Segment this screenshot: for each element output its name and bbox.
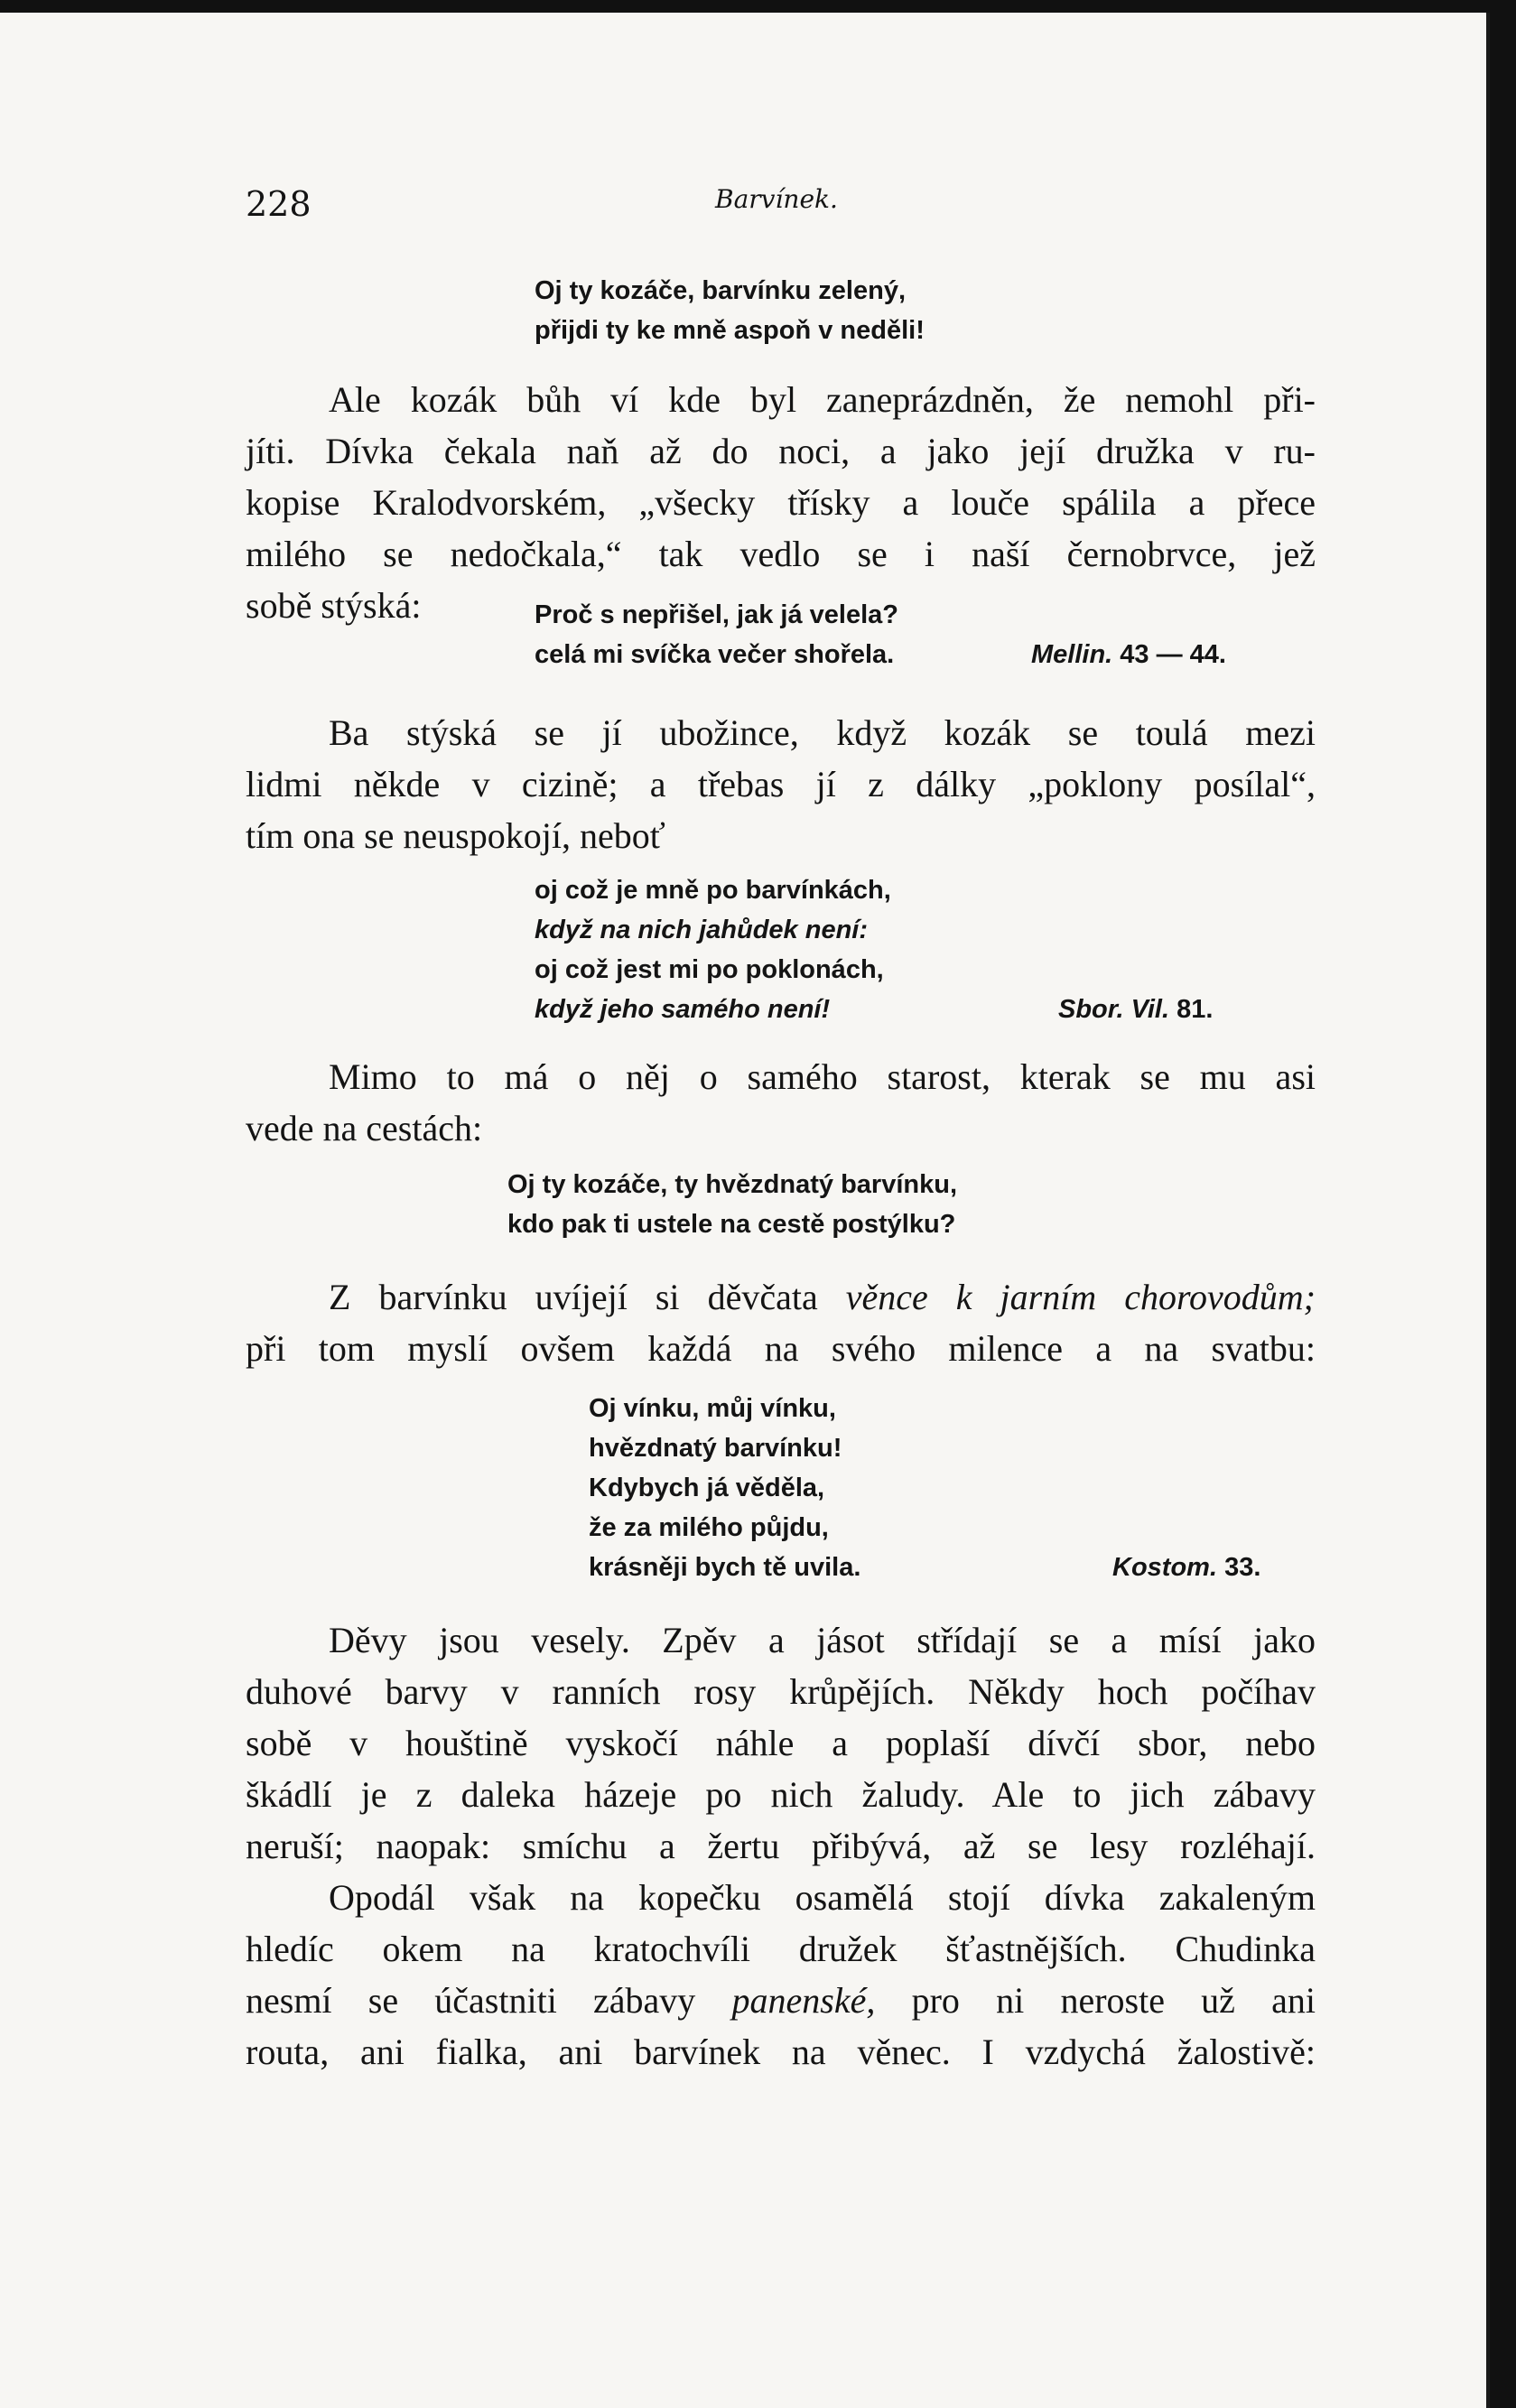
paragraph-line	[246, 1975, 1316, 2026]
verse-line	[535, 990, 1316, 1029]
verse-source-reference	[1031, 635, 1226, 674]
paragraph-line: routa, ani fialka, ani barvínek na věnec. I vzdychá žalostivě:	[246, 2031, 1316, 2072]
paragraph-line: Mimo to má o něj o samého starost, kterak se mu asi	[329, 1056, 1316, 1097]
paragraph-text: pro ni neroste už ani	[911, 1980, 1316, 2021]
running-title: Barvínek.	[715, 184, 838, 214]
verse-line	[589, 1548, 1316, 1587]
page-header	[246, 172, 1316, 235]
paragraph-text: nesmí se účastniti zábavy	[246, 1980, 696, 2021]
paragraph-line: při tom myslí ovšem každá na svého milence a na svatbu:	[246, 1328, 1316, 1369]
verse-line: oj což je mně po barvínkách,	[535, 876, 891, 905]
verse-line: hvězdnatý barvínku!	[589, 1434, 842, 1463]
verse-line: Kdybych já věděla,	[589, 1474, 825, 1502]
source-title: Kostom.	[1112, 1553, 1217, 1582]
paragraph-line: škádlí je z daleka házeje po nich žaludy. Ale to jich zábavy	[246, 1774, 1316, 1815]
paragraph-line: tím ona se neuspokojí, neboť	[246, 815, 665, 856]
paragraph-line: kopise Kralodvorském, „všecky třísky a louče spálila a přece	[246, 482, 1316, 523]
page-number: 228	[246, 184, 312, 224]
paragraph-line: vede na cestách:	[246, 1108, 483, 1148]
paragraph-line: lidmi někde v cizině; a třebas jí z dálky „poklony posílal“,	[246, 764, 1316, 804]
paragraph-6	[246, 1872, 1316, 2078]
verse-line-text: krásněji bych tě uvila.	[589, 1553, 861, 1582]
paragraph-line: Děvy jsou vesely. Zpěv a jásot střídají se a mísí jako	[329, 1620, 1316, 1660]
source-pages: 81.	[1177, 995, 1214, 1024]
verse-block-5	[589, 1389, 1316, 1587]
verse-block-1	[535, 271, 1316, 350]
source-pages: 43 — 44.	[1120, 640, 1226, 669]
paragraph-line: Ba stýská se jí ubožince, když kozák se toulá mezi	[329, 712, 1316, 753]
paragraph-line: Ale kozák bůh ví kde byl zaneprázdněn, že nemohl při-	[329, 379, 1316, 420]
source-title: Sbor. Vil.	[1058, 995, 1170, 1024]
paragraph-3	[246, 1051, 1316, 1154]
paragraph-line: jíti. Dívka čekala naň až do noci, a jako její družka v ru-	[246, 431, 1316, 471]
verse-line: že za milého půjdu,	[589, 1513, 829, 1542]
paragraph-line: duhové barvy v ranních rosy krůpějích. Někdy hoch počíhav	[246, 1671, 1316, 1712]
paragraph-4	[246, 1271, 1316, 1374]
verse-line: Oj ty kozáče, ty hvězdnatý barvínku,	[507, 1170, 957, 1199]
paragraph-2	[246, 707, 1316, 861]
paragraph-line: sobě stýská:	[246, 585, 422, 626]
verse-line-text: celá mi svíčka večer shořela.	[535, 640, 895, 669]
verse-line: Oj ty kozáče, barvínku zelený,	[535, 276, 906, 305]
verse-source-reference	[1112, 1548, 1260, 1587]
verse-source-reference	[1058, 990, 1213, 1029]
verse-line: oj což jest mi po poklonách,	[535, 955, 884, 984]
paragraph-italic-text: věnce k jarním chorovodům;	[845, 1277, 1316, 1317]
book-page	[246, 172, 1316, 2078]
paragraph-line: sobě v houštině vyskočí náhle a poplaší dívčí sbor, nebo	[246, 1723, 1316, 1763]
verse-block-4	[507, 1165, 1316, 1244]
scan-border-right	[1490, 0, 1516, 2408]
paragraph-line: hledíc okem na kratochvíli družek šťastnějších. Chudinka	[246, 1929, 1316, 1969]
verse-line-text: když jeho samého není!	[535, 995, 831, 1024]
paragraph-line	[246, 1271, 1316, 1323]
verse-block-2	[535, 595, 1316, 674]
verse-line	[535, 635, 1316, 674]
paragraph-5	[246, 1614, 1316, 1872]
source-title: Mellin.	[1031, 640, 1113, 669]
verse-line: přijdi ty ke mně aspoň v neděli!	[535, 316, 925, 345]
verse-line: Oj vínku, můj vínku,	[589, 1394, 836, 1423]
scan-border-top	[0, 0, 1516, 13]
verse-block-3	[535, 870, 1316, 1029]
paragraph-line: neruší; naopak: smíchu a žertu přibývá, až se lesy rozléhají.	[246, 1826, 1316, 1866]
verse-line: kdo pak ti ustele na cestě postýlku?	[507, 1210, 956, 1239]
paragraph-text: Z barvínku uvíjejí si děvčata	[329, 1277, 818, 1317]
verse-line: když na nich jahůdek není:	[535, 916, 869, 944]
paragraph-italic-text: panenské,	[731, 1980, 876, 2021]
paragraph-1	[246, 374, 1316, 631]
source-pages: 33.	[1224, 1553, 1261, 1582]
paragraph-line: Opodál však na kopečku osamělá stojí dívka zakaleným	[329, 1877, 1316, 1918]
paragraph-line: milého se nedočkala,“ tak vedlo se i naší černobrvce, jež	[246, 534, 1316, 574]
verse-line: Proč s nepřišel, jak já velela?	[535, 600, 898, 629]
